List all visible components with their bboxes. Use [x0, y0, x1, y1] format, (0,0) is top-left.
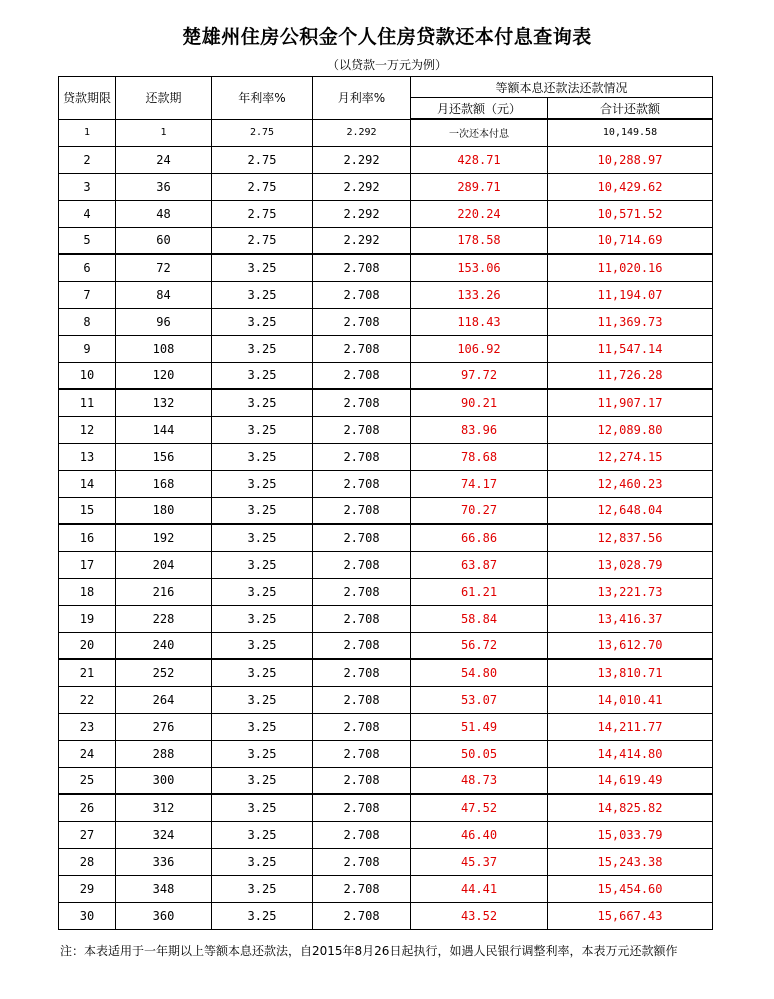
cell-monthly-rate: 2.708 — [313, 848, 411, 875]
cell-term: 19 — [59, 605, 116, 632]
cell-annual-rate: 3.25 — [212, 794, 313, 821]
col-header-monthly-payment: 月还款额（元） — [411, 98, 548, 120]
cell-monthly-rate: 2.708 — [313, 524, 411, 551]
table-row — [59, 605, 713, 632]
table-row — [59, 632, 713, 659]
cell-monthly-payment: 66.86 — [411, 524, 548, 551]
cell-monthly-rate: 2.292 — [313, 200, 411, 227]
cell-monthly-rate: 2.292 — [313, 227, 411, 254]
cell-monthly-rate: 2.708 — [313, 821, 411, 848]
cell-total: 11,547.14 — [548, 335, 713, 362]
cell-periods: 252 — [116, 659, 212, 686]
cell-monthly-rate: 2.708 — [313, 686, 411, 713]
cell-monthly-rate: 2.708 — [313, 335, 411, 362]
cell-monthly-rate: 2.708 — [313, 416, 411, 443]
table-row — [59, 524, 713, 551]
cell-term: 18 — [59, 578, 116, 605]
table-row — [59, 470, 713, 497]
table-row — [59, 227, 713, 254]
cell-monthly-rate: 2.708 — [313, 281, 411, 308]
cell-periods: 204 — [116, 551, 212, 578]
table-row — [59, 416, 713, 443]
cell-annual-rate: 3.25 — [212, 308, 313, 335]
cell-monthly-rate: 2.708 — [313, 254, 411, 281]
col-header-monthly-rate: 月利率% — [313, 77, 411, 120]
cell-annual-rate: 3.25 — [212, 578, 313, 605]
cell-monthly-rate: 2.292 — [313, 119, 411, 146]
cell-periods: 180 — [116, 497, 212, 524]
table-row — [59, 767, 713, 794]
cell-periods: 192 — [116, 524, 212, 551]
cell-monthly-payment: 一次还本付息 — [411, 119, 548, 146]
cell-term: 30 — [59, 902, 116, 929]
col-header-total: 合计还款额 — [548, 98, 713, 120]
cell-total: 10,429.62 — [548, 173, 713, 200]
cell-periods: 324 — [116, 821, 212, 848]
cell-monthly-payment: 50.05 — [411, 740, 548, 767]
cell-monthly-rate: 2.708 — [313, 767, 411, 794]
cell-periods: 264 — [116, 686, 212, 713]
cell-term: 7 — [59, 281, 116, 308]
cell-total: 11,726.28 — [548, 362, 713, 389]
cell-term: 28 — [59, 848, 116, 875]
cell-total: 12,274.15 — [548, 443, 713, 470]
cell-periods: 336 — [116, 848, 212, 875]
table-row — [59, 308, 713, 335]
cell-periods: 168 — [116, 470, 212, 497]
cell-monthly-payment: 90.21 — [411, 389, 548, 416]
cell-monthly-payment: 178.58 — [411, 227, 548, 254]
cell-monthly-rate: 2.708 — [313, 551, 411, 578]
cell-periods: 144 — [116, 416, 212, 443]
col-header-periods: 还款期 — [116, 77, 212, 120]
cell-monthly-rate: 2.708 — [313, 605, 411, 632]
table-row — [59, 281, 713, 308]
cell-term: 4 — [59, 200, 116, 227]
cell-monthly-payment: 220.24 — [411, 200, 548, 227]
table-row — [59, 578, 713, 605]
cell-periods: 288 — [116, 740, 212, 767]
cell-monthly-payment: 63.87 — [411, 551, 548, 578]
cell-term: 22 — [59, 686, 116, 713]
cell-total: 12,837.56 — [548, 524, 713, 551]
cell-annual-rate: 3.25 — [212, 389, 313, 416]
cell-annual-rate: 3.25 — [212, 632, 313, 659]
cell-periods: 348 — [116, 875, 212, 902]
cell-term: 12 — [59, 416, 116, 443]
cell-total: 11,907.17 — [548, 389, 713, 416]
table-row — [59, 551, 713, 578]
cell-periods: 60 — [116, 227, 212, 254]
cell-total: 14,619.49 — [548, 767, 713, 794]
cell-monthly-payment: 74.17 — [411, 470, 548, 497]
table-row — [59, 335, 713, 362]
cell-periods: 360 — [116, 902, 212, 929]
cell-monthly-payment: 54.80 — [411, 659, 548, 686]
cell-periods: 132 — [116, 389, 212, 416]
cell-monthly-payment: 61.21 — [411, 578, 548, 605]
cell-periods: 84 — [116, 281, 212, 308]
cell-annual-rate: 3.25 — [212, 659, 313, 686]
cell-periods: 276 — [116, 713, 212, 740]
cell-periods: 24 — [116, 146, 212, 173]
cell-monthly-payment: 47.52 — [411, 794, 548, 821]
cell-monthly-payment: 45.37 — [411, 848, 548, 875]
cell-total: 10,149.58 — [548, 119, 713, 146]
cell-total: 15,243.38 — [548, 848, 713, 875]
table-row — [59, 443, 713, 470]
cell-term: 27 — [59, 821, 116, 848]
cell-term: 8 — [59, 308, 116, 335]
cell-monthly-payment: 48.73 — [411, 767, 548, 794]
cell-monthly-rate: 2.708 — [313, 497, 411, 524]
cell-periods: 48 — [116, 200, 212, 227]
cell-periods: 300 — [116, 767, 212, 794]
cell-total: 11,369.73 — [548, 308, 713, 335]
table-row — [59, 146, 713, 173]
cell-term: 11 — [59, 389, 116, 416]
cell-monthly-rate: 2.708 — [313, 659, 411, 686]
cell-total: 12,460.23 — [548, 470, 713, 497]
cell-monthly-rate: 2.708 — [313, 578, 411, 605]
cell-total: 14,211.77 — [548, 713, 713, 740]
table-row — [59, 173, 713, 200]
cell-annual-rate: 2.75 — [212, 227, 313, 254]
table-row — [59, 389, 713, 416]
cell-monthly-payment: 428.71 — [411, 146, 548, 173]
cell-term: 21 — [59, 659, 116, 686]
table-row — [59, 362, 713, 389]
cell-annual-rate: 3.25 — [212, 524, 313, 551]
cell-term: 15 — [59, 497, 116, 524]
cell-monthly-rate: 2.708 — [313, 713, 411, 740]
cell-total: 12,648.04 — [548, 497, 713, 524]
cell-monthly-rate: 2.708 — [313, 470, 411, 497]
cell-periods: 108 — [116, 335, 212, 362]
table-row — [59, 902, 713, 929]
cell-annual-rate: 2.75 — [212, 200, 313, 227]
cell-annual-rate: 3.25 — [212, 605, 313, 632]
cell-total: 15,667.43 — [548, 902, 713, 929]
cell-total: 14,414.80 — [548, 740, 713, 767]
cell-total: 14,825.82 — [548, 794, 713, 821]
cell-term: 6 — [59, 254, 116, 281]
cell-monthly-rate: 2.708 — [313, 443, 411, 470]
cell-total: 13,612.70 — [548, 632, 713, 659]
cell-term: 13 — [59, 443, 116, 470]
cell-monthly-rate: 2.708 — [313, 632, 411, 659]
cell-term: 26 — [59, 794, 116, 821]
cell-monthly-payment: 153.06 — [411, 254, 548, 281]
table-body — [59, 119, 713, 929]
cell-annual-rate: 3.25 — [212, 821, 313, 848]
table-row — [59, 821, 713, 848]
cell-total: 15,033.79 — [548, 821, 713, 848]
cell-monthly-rate: 2.292 — [313, 173, 411, 200]
cell-total: 14,010.41 — [548, 686, 713, 713]
cell-term: 23 — [59, 713, 116, 740]
cell-term: 29 — [59, 875, 116, 902]
cell-monthly-payment: 83.96 — [411, 416, 548, 443]
cell-total: 10,288.97 — [548, 146, 713, 173]
cell-total: 11,020.16 — [548, 254, 713, 281]
cell-monthly-payment: 133.26 — [411, 281, 548, 308]
cell-periods: 72 — [116, 254, 212, 281]
cell-monthly-rate: 2.708 — [313, 740, 411, 767]
cell-periods: 228 — [116, 605, 212, 632]
col-header-annual-rate: 年利率% — [212, 77, 313, 120]
cell-total: 13,221.73 — [548, 578, 713, 605]
table-row — [59, 686, 713, 713]
cell-total: 11,194.07 — [548, 281, 713, 308]
cell-annual-rate: 3.25 — [212, 848, 313, 875]
cell-annual-rate: 2.75 — [212, 173, 313, 200]
cell-periods: 36 — [116, 173, 212, 200]
cell-periods: 1 — [116, 119, 212, 146]
col-header-term: 贷款期限 — [59, 77, 116, 120]
cell-term: 1 — [59, 119, 116, 146]
cell-total: 10,714.69 — [548, 227, 713, 254]
cell-term: 3 — [59, 173, 116, 200]
cell-annual-rate: 3.25 — [212, 470, 313, 497]
cell-annual-rate: 3.25 — [212, 416, 313, 443]
cell-total: 12,089.80 — [548, 416, 713, 443]
cell-total: 15,454.60 — [548, 875, 713, 902]
cell-term: 9 — [59, 335, 116, 362]
cell-monthly-payment: 51.49 — [411, 713, 548, 740]
cell-periods: 240 — [116, 632, 212, 659]
cell-term: 17 — [59, 551, 116, 578]
cell-periods: 96 — [116, 308, 212, 335]
cell-monthly-payment: 43.52 — [411, 902, 548, 929]
cell-annual-rate: 3.25 — [212, 740, 313, 767]
table-row — [59, 740, 713, 767]
cell-term: 24 — [59, 740, 116, 767]
cell-monthly-rate: 2.708 — [313, 362, 411, 389]
table-row — [59, 875, 713, 902]
cell-monthly-rate: 2.708 — [313, 875, 411, 902]
loan-repayment-table — [58, 76, 713, 930]
table-row — [59, 497, 713, 524]
cell-annual-rate: 3.25 — [212, 875, 313, 902]
cell-term: 16 — [59, 524, 116, 551]
table-row — [59, 254, 713, 281]
cell-monthly-payment: 56.72 — [411, 632, 548, 659]
page-title: 楚雄州住房公积金个人住房贷款还本付息查询表 — [182, 26, 592, 48]
cell-monthly-rate: 2.292 — [313, 146, 411, 173]
cell-monthly-payment: 106.92 — [411, 335, 548, 362]
table-row — [59, 200, 713, 227]
cell-monthly-payment: 78.68 — [411, 443, 548, 470]
cell-term: 14 — [59, 470, 116, 497]
group-header-repayment: 等额本息还款法还款情况 — [411, 77, 713, 98]
cell-total: 10,571.52 — [548, 200, 713, 227]
cell-annual-rate: 2.75 — [212, 119, 313, 146]
cell-annual-rate: 3.25 — [212, 362, 313, 389]
cell-annual-rate: 3.25 — [212, 767, 313, 794]
cell-monthly-payment: 58.84 — [411, 605, 548, 632]
cell-periods: 156 — [116, 443, 212, 470]
cell-periods: 120 — [116, 362, 212, 389]
cell-monthly-payment: 70.27 — [411, 497, 548, 524]
cell-monthly-rate: 2.708 — [313, 794, 411, 821]
cell-annual-rate: 3.25 — [212, 443, 313, 470]
cell-total: 13,416.37 — [548, 605, 713, 632]
page-subtitle: （以贷款一万元为例） — [326, 58, 447, 72]
cell-annual-rate: 3.25 — [212, 254, 313, 281]
cell-annual-rate: 2.75 — [212, 146, 313, 173]
cell-annual-rate: 3.25 — [212, 686, 313, 713]
cell-annual-rate: 3.25 — [212, 551, 313, 578]
cell-monthly-payment: 53.07 — [411, 686, 548, 713]
table-row — [59, 119, 713, 146]
cell-annual-rate: 3.25 — [212, 902, 313, 929]
table-row — [59, 794, 713, 821]
cell-periods: 312 — [116, 794, 212, 821]
cell-periods: 216 — [116, 578, 212, 605]
cell-term: 5 — [59, 227, 116, 254]
cell-total: 13,028.79 — [548, 551, 713, 578]
table-row — [59, 659, 713, 686]
cell-annual-rate: 3.25 — [212, 335, 313, 362]
footnote: 注：本表适用于一年期以上等额本息还款法，自2015年8月26日起执行，如遇人民银行调整利率，本表万元还款额作 — [60, 944, 678, 958]
cell-monthly-payment: 46.40 — [411, 821, 548, 848]
cell-annual-rate: 3.25 — [212, 497, 313, 524]
cell-monthly-payment: 289.71 — [411, 173, 548, 200]
cell-total: 13,810.71 — [548, 659, 713, 686]
cell-term: 25 — [59, 767, 116, 794]
cell-term: 2 — [59, 146, 116, 173]
cell-term: 10 — [59, 362, 116, 389]
cell-annual-rate: 3.25 — [212, 713, 313, 740]
cell-term: 20 — [59, 632, 116, 659]
table-row — [59, 713, 713, 740]
cell-monthly-rate: 2.708 — [313, 902, 411, 929]
cell-monthly-payment: 44.41 — [411, 875, 548, 902]
cell-monthly-payment: 118.43 — [411, 308, 548, 335]
table-row — [59, 848, 713, 875]
cell-monthly-rate: 2.708 — [313, 308, 411, 335]
cell-monthly-rate: 2.708 — [313, 389, 411, 416]
cell-monthly-payment: 97.72 — [411, 362, 548, 389]
cell-annual-rate: 3.25 — [212, 281, 313, 308]
